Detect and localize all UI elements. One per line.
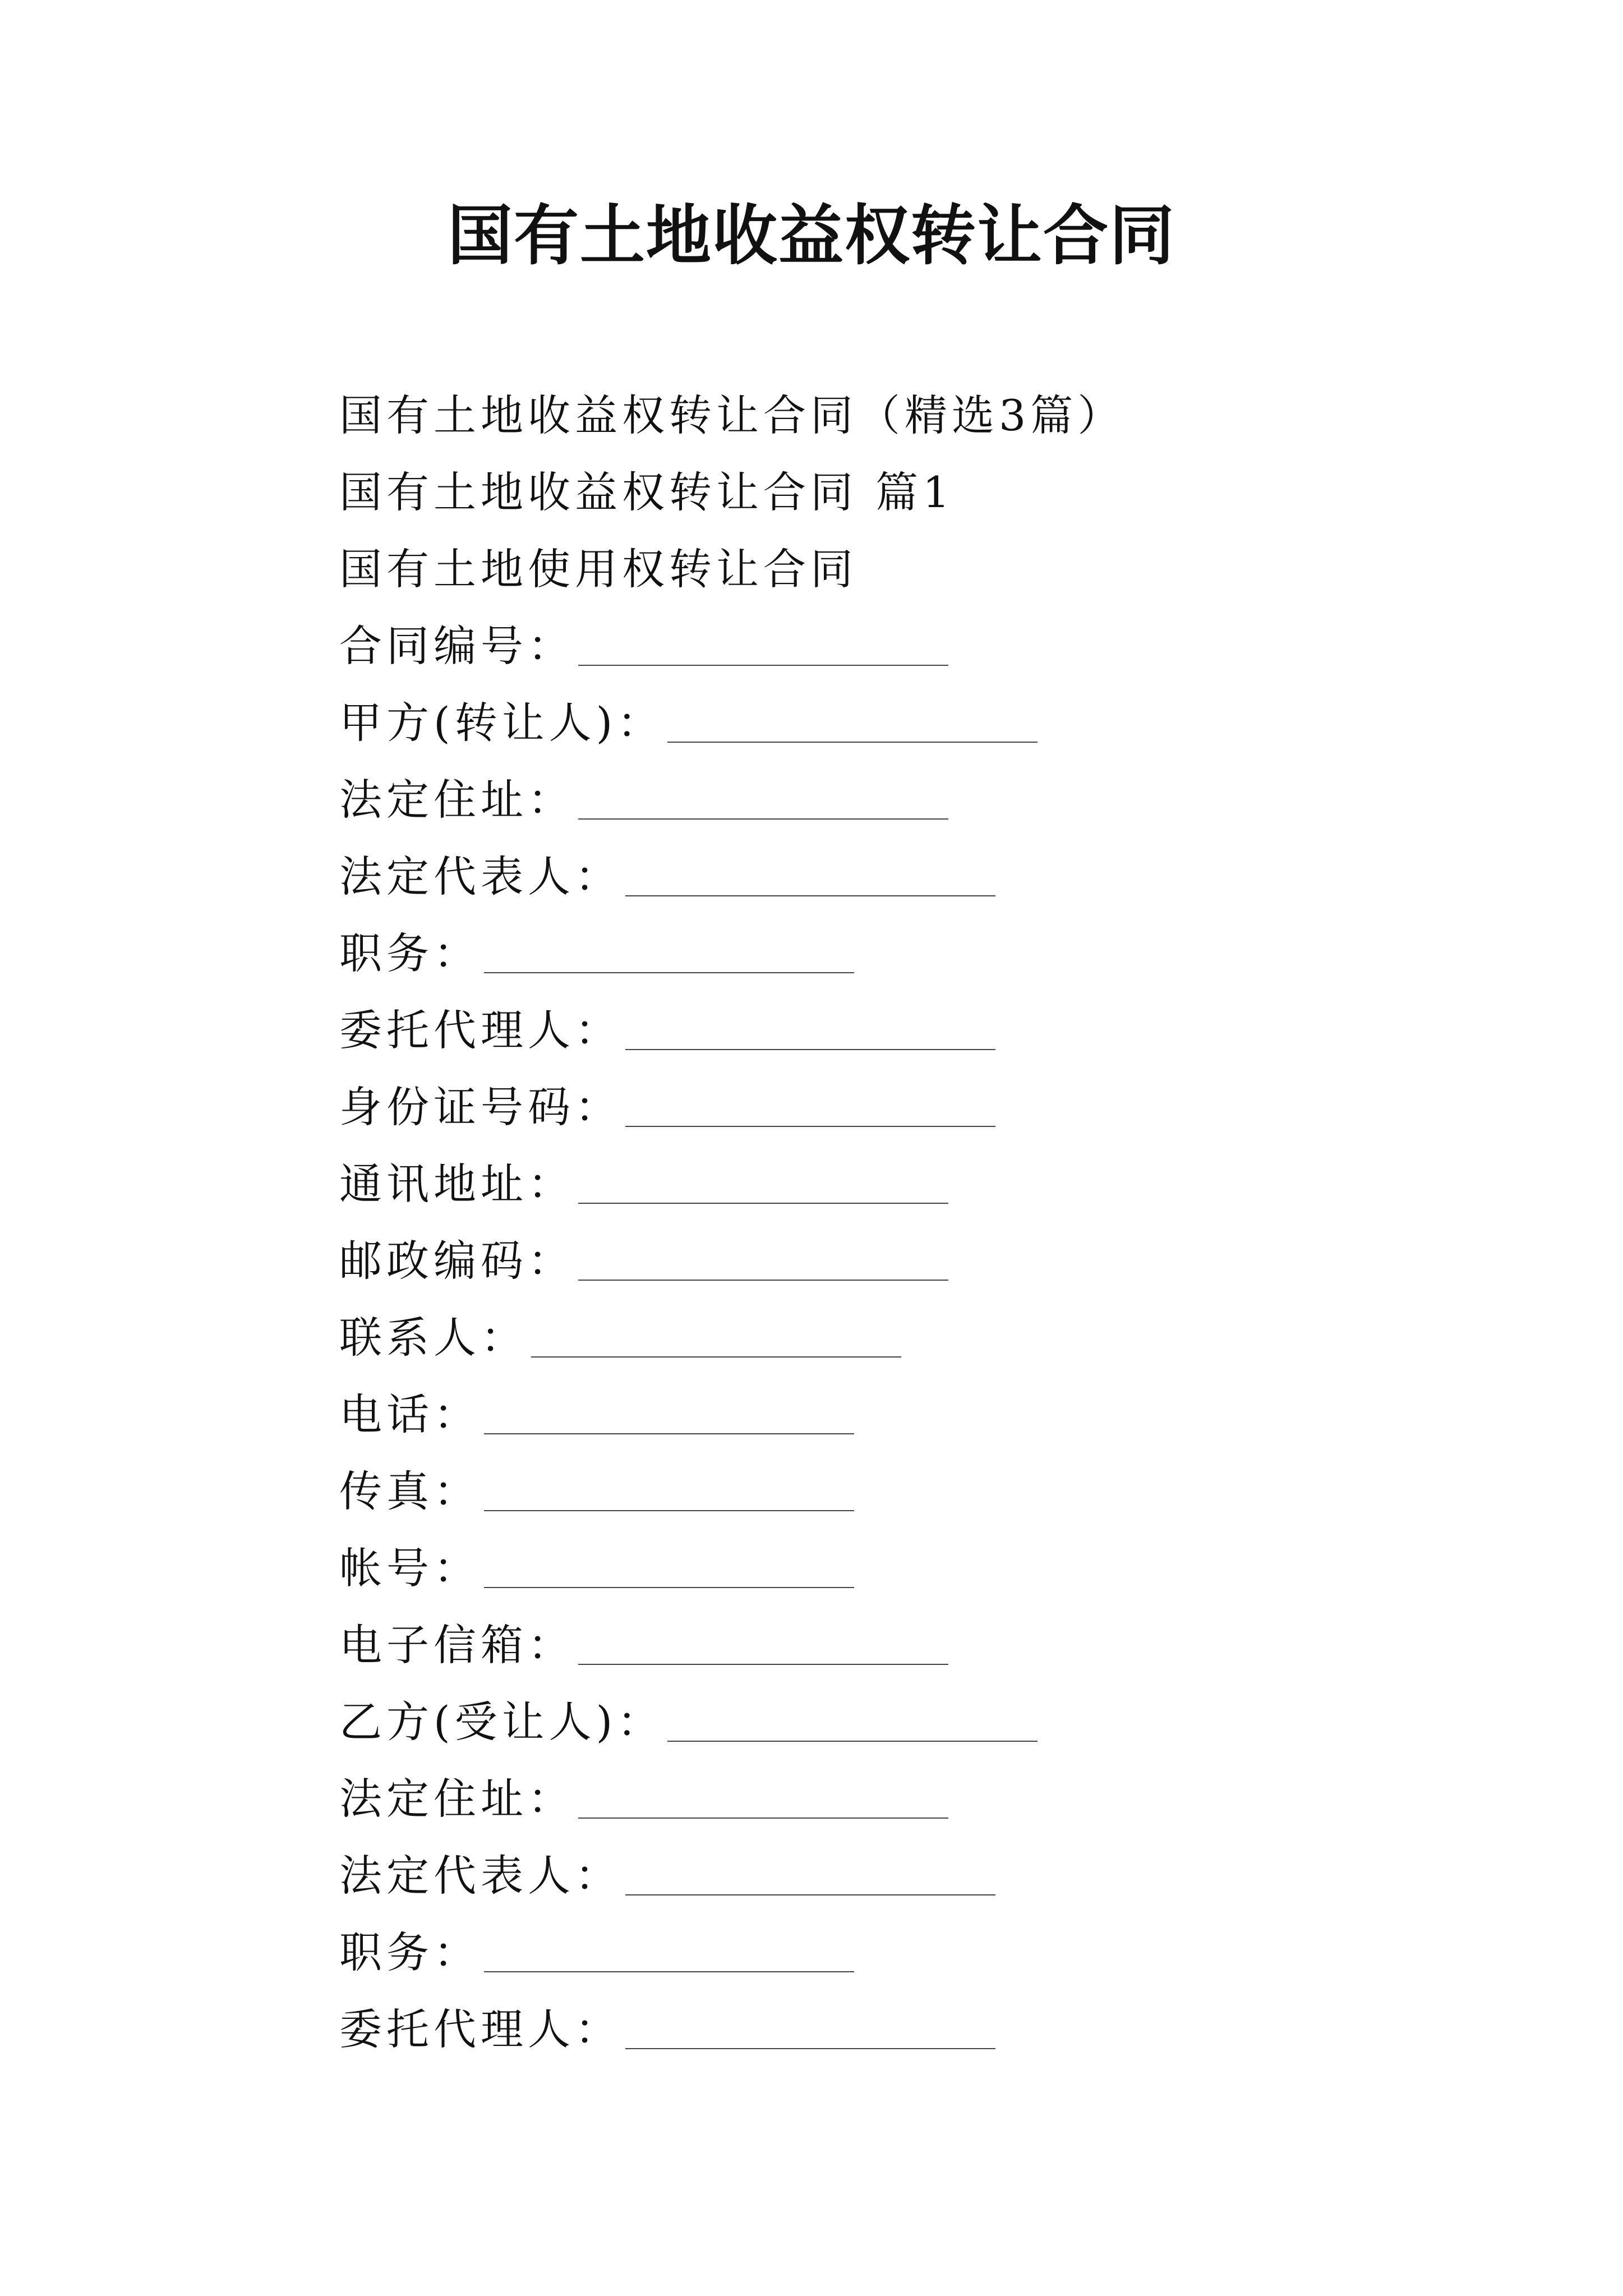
blank-underline	[625, 1894, 995, 1895]
blank-underline	[578, 665, 948, 666]
field-label: 法定住址：	[339, 775, 575, 825]
blank-underline	[531, 1356, 901, 1358]
field-label: 传真：	[339, 1466, 481, 1516]
field-party-b-position	[339, 1914, 1489, 1991]
field-label: 身份证号码：	[339, 1082, 622, 1132]
blank-underline	[625, 2048, 995, 2049]
field-contract-number	[339, 608, 1489, 684]
blank-underline	[625, 1049, 995, 1050]
blank-underline	[484, 1433, 854, 1434]
field-party-a-agent	[339, 992, 1489, 1069]
document-body	[339, 377, 1489, 2068]
intro-line-contract-name: 国有土地使用权转让合同	[339, 544, 857, 594]
blank-underline	[484, 1971, 854, 1972]
field-party-a-position	[339, 915, 1489, 992]
field-label: 甲方(转让人)：	[339, 698, 665, 748]
field-label: 联系人：	[339, 1313, 528, 1363]
field-party-a-fax	[339, 1453, 1489, 1530]
field-party-a-postal-code	[339, 1222, 1489, 1299]
field-label: 电话：	[339, 1389, 481, 1439]
intro-line-collection-title: 国有土地收益权转让合同（精选3篇）	[339, 390, 1125, 440]
blank-underline	[578, 1203, 948, 1204]
field-label: 委托代理人：	[339, 2004, 622, 2054]
field-label: 邮政编码：	[339, 1236, 575, 1286]
field-label: 法定代表人：	[339, 852, 622, 901]
blank-underline	[578, 818, 948, 820]
field-party-a-contact-person	[339, 1299, 1489, 1376]
blank-underline	[484, 1587, 854, 1588]
blank-underline	[484, 1510, 854, 1511]
field-party-a-phone	[339, 1376, 1489, 1453]
field-party-a-legal-address	[339, 761, 1489, 838]
field-label: 电子信箱：	[339, 1620, 575, 1670]
field-label: 法定住址：	[339, 1774, 575, 1824]
field-label: 合同编号：	[339, 621, 575, 671]
blank-underline	[578, 1280, 948, 1281]
document-title: 国有土地收益权转让合同	[448, 197, 1175, 274]
field-party-a-id-number	[339, 1069, 1489, 1145]
field-label: 职务：	[339, 1927, 481, 1977]
field-label: 通讯地址：	[339, 1159, 575, 1209]
blank-underline	[484, 972, 854, 973]
field-label: 委托代理人：	[339, 1005, 622, 1055]
blank-underline	[667, 1741, 1038, 1742]
blank-underline	[578, 1664, 948, 1665]
field-party-a-mailing-address	[339, 1145, 1489, 1222]
field-party-a-legal-representative	[339, 838, 1489, 915]
blank-underline	[625, 1126, 995, 1127]
intro-line-article-heading: 国有土地收益权转让合同 篇1	[339, 467, 955, 517]
blank-underline	[625, 895, 995, 896]
field-party-a-account	[339, 1530, 1489, 1607]
blank-underline	[667, 742, 1038, 743]
field-label: 职务：	[339, 928, 481, 978]
field-party-b-legal-representative	[339, 1837, 1489, 1914]
field-party-b-transferee	[339, 1683, 1489, 1760]
field-party-a-transferor	[339, 684, 1489, 761]
field-label: 帐号：	[339, 1543, 481, 1593]
field-party-a-email	[339, 1607, 1489, 1683]
blank-underline	[578, 1818, 948, 1819]
field-party-b-agent	[339, 1991, 1489, 2068]
field-label: 乙方(受让人)：	[339, 1697, 665, 1747]
field-label: 法定代表人：	[339, 1851, 622, 1901]
field-party-b-legal-address	[339, 1760, 1489, 1837]
